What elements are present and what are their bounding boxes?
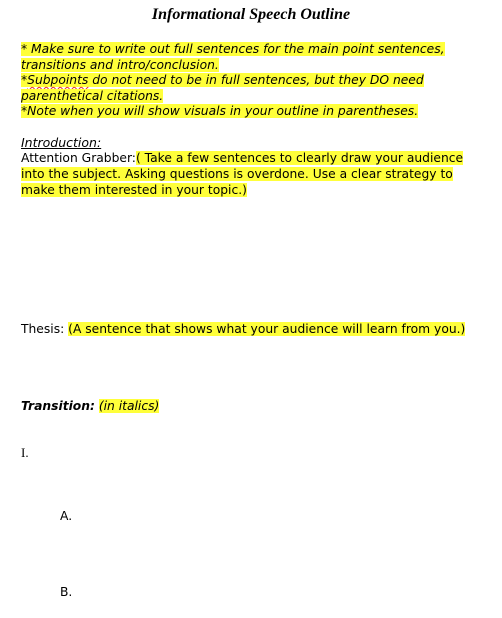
instructions-block xyxy=(21,42,483,120)
document-title: Informational Speech Outline xyxy=(151,6,351,23)
transition-note: (in italics) xyxy=(98,399,160,413)
instruction-line-full-sentences xyxy=(21,42,483,73)
attention-grabber-label: Attention Grabber: xyxy=(21,151,136,165)
instruction-line-visuals xyxy=(21,104,483,120)
instruction-subpoints-prefix: * xyxy=(21,73,28,88)
transition-paragraph xyxy=(21,398,159,414)
outline-main-point-i: I. xyxy=(21,445,29,460)
outline-subpoint-b: B. xyxy=(60,585,73,599)
instruction-visuals-text: *Note when you will show visuals in your outline in parentheses. xyxy=(21,104,419,119)
outline-subpoint-a: A. xyxy=(60,509,73,523)
instruction-line-subpoints xyxy=(21,73,483,104)
transition-label: Transition: xyxy=(21,399,95,413)
misspelled-word-subpoints[interactable]: Subpoints xyxy=(27,73,89,88)
thesis-label: Thesis: xyxy=(21,322,69,336)
attention-grabber-text: ( Take a few sentences to clearly draw your audience into the subject. Asking questions is overdone. Use a clear strategy to make them interested in your topic.) xyxy=(21,151,464,197)
instruction-subpoints-rest: do not need to be in full sentences, but they DO need parenthetical citations. xyxy=(21,73,424,103)
instruction-subpoints-highlight xyxy=(21,73,424,103)
thesis-text: (A sentence that shows what your audience will learn from you.) xyxy=(68,322,466,336)
instruction-full-sentences-text: * Make sure to write out full sentences for the main point sentences, transitions and intro/conclusion. xyxy=(21,42,445,72)
thesis-paragraph xyxy=(21,321,483,337)
attention-grabber-paragraph xyxy=(21,150,483,198)
introduction-heading: Introduction: xyxy=(21,135,102,150)
